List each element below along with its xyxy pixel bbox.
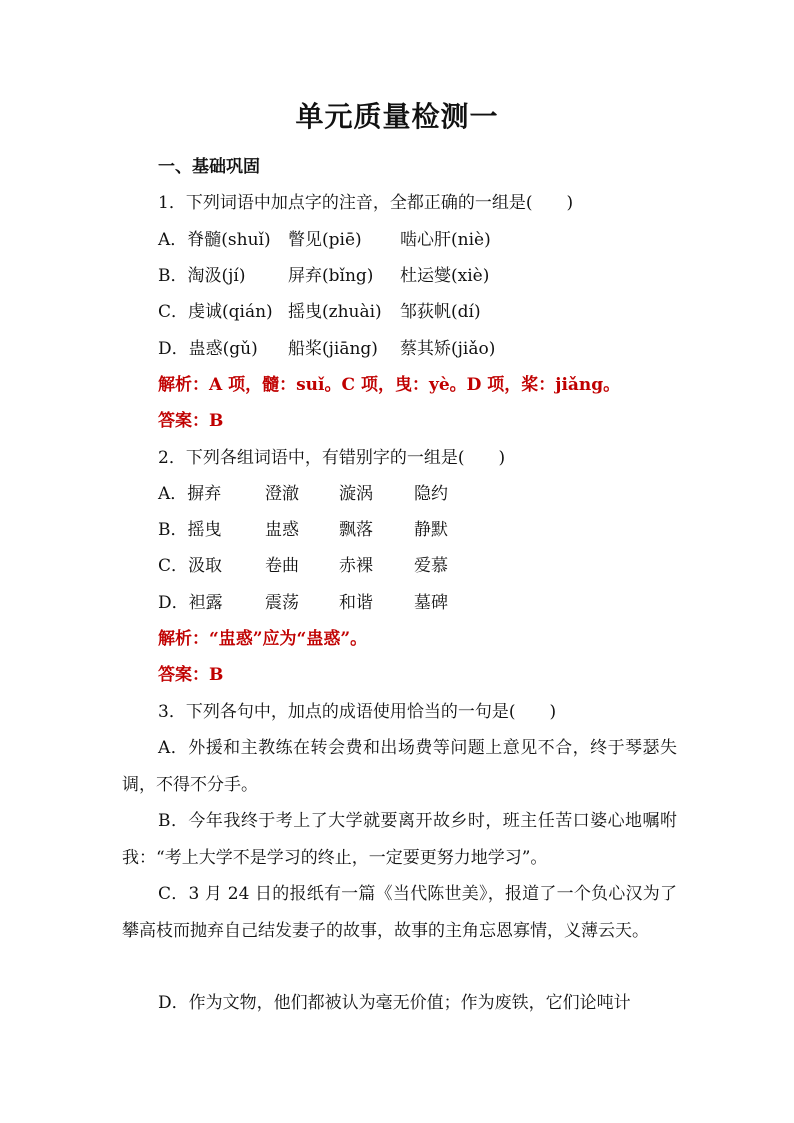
q1-option-b-word2: 屏弃(bǐng)	[288, 266, 374, 286]
q2-option-d-word4: 墓碑	[414, 593, 448, 613]
answer-label: 答案：	[158, 411, 209, 431]
q2-option-c-word3: 赤裸	[339, 556, 373, 576]
q1-option-c-word1: C．虔诚(qián)	[158, 302, 273, 322]
page-title: 单元质量检测一	[295, 100, 499, 133]
q1-option-a-word1: A．脊髓(shuǐ)	[158, 230, 271, 250]
question-2-stem: 2．下列各组词语中，有错别字的一组是( )	[158, 448, 506, 468]
q2-option-a-word3: 漩涡	[339, 484, 373, 504]
q2-option-c-word4: 爱慕	[414, 556, 448, 576]
q2-option-a-word4: 隐约	[414, 484, 448, 504]
q1-option-d-word2: 船桨(jiāng)	[288, 339, 378, 359]
q2-option-b-word1: B．摇曳	[158, 520, 222, 540]
question-3-stem: 3．下列各句中，加点的成语使用恰当的一句是( )	[158, 702, 557, 722]
analysis-label: 解析：	[158, 375, 209, 395]
q2-option-b-word3: 飘落	[339, 520, 373, 540]
q2-option-c-word2: 卷曲	[265, 556, 299, 576]
question-1-stem: 1．下列词语中加点字的注音，全都正确的一组是( )	[158, 193, 574, 213]
q2-option-a-word2: 澄澈	[265, 484, 299, 504]
q2-option-c-word1: C．汲取	[158, 556, 223, 576]
analysis-text: A 项，髓：suǐ。C 项，曳：yè。D 项，桨：jiǎng。	[209, 375, 621, 395]
q2-answer	[158, 664, 223, 686]
q1-option-d-word1: D．蛊惑(gǔ)	[158, 339, 258, 359]
q3-option-b: B．今年我终于考上了大学就要离开故乡时，班主任苦口婆心地嘱咐我：“考上大学不是学习的终止，一定要更努力地学习”。	[122, 811, 677, 868]
q2-option-b-word4: 静默	[414, 520, 448, 540]
q2-option-b-word2: 盅惑	[265, 520, 299, 540]
analysis-label: 解析：	[158, 629, 209, 649]
q3-option-a: A．外援和主教练在转会费和出场费等问题上意见不合，终于琴瑟失调，不得不分手。	[122, 738, 677, 795]
q2-option-d-word3: 和谐	[339, 593, 373, 613]
q1-option-c-word3: 邹荻帆(dí)	[400, 302, 481, 322]
q1-option-a-word3: 啮心肝(niè)	[400, 230, 491, 250]
answer-value: B	[209, 665, 224, 685]
q1-option-c-word2: 摇曳(zhuài)	[288, 302, 382, 322]
section-heading: 一、基础巩固	[158, 157, 260, 177]
q1-answer	[158, 410, 223, 432]
answer-label: 答案：	[158, 665, 209, 685]
q1-analysis	[158, 374, 620, 396]
analysis-text: “盅惑”应为“蛊惑”。	[209, 629, 368, 649]
q1-option-d-word3: 蔡其矫(jiǎo)	[400, 339, 496, 359]
q1-option-b-word1: B．淘汲(jí)	[158, 266, 246, 286]
q2-option-d-word2: 震荡	[265, 593, 299, 613]
answer-value: B	[209, 411, 224, 431]
q2-option-d-word1: D．袒露	[158, 593, 223, 613]
q1-option-b-word3: 杜运燮(xiè)	[400, 266, 490, 286]
q3-option-c: C．3 月 24 日的报纸有一篇《当代陈世美》，报道了一个负心汉为了攀高枝而抛弃自己结发妻子的故事，故事的主角忘恩寡情，义薄云天。	[122, 884, 677, 941]
q2-analysis	[158, 628, 367, 650]
q1-option-a-word2: 瞥见(piē)	[288, 230, 362, 250]
q3-option-d: D．作为文物，他们都被认为毫无价值；作为废铁，它们论吨计	[158, 993, 631, 1013]
q2-option-a-word1: A．摒弃	[158, 484, 222, 504]
